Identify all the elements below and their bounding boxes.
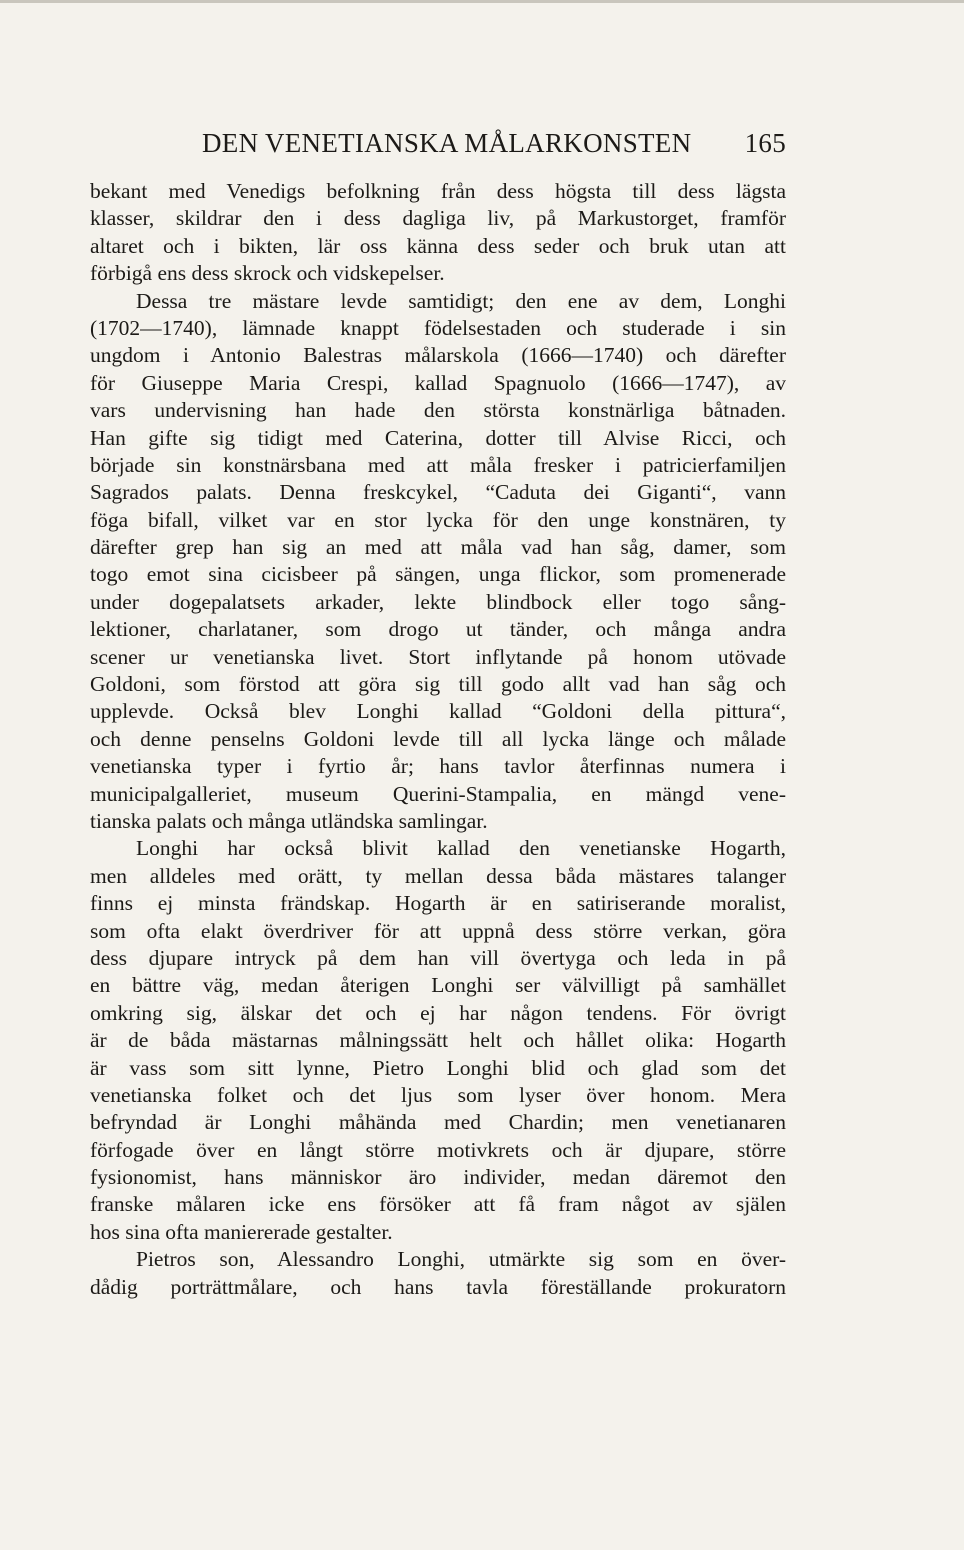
text-line: upplevde. Också blev Longhi kallad “Goldoni della pittura“, [90,699,786,724]
text-line: som ofta elakt överdriver för att uppnå dess större verkan, göra [90,918,786,943]
text-line: lektioner, charlataner, som drogo ut tänder, och många andra [90,617,786,642]
text-line: finns ej minsta frändskap. Hogarth är en satiriserande moralist, [90,891,786,916]
text-line: Han gifte sig tidigt med Caterina, dotter till Alvise Ricci, och [90,425,786,450]
text-line: tianska palats och många utländska samlingar. [90,808,488,833]
text-line: under dogepalatsets arkader, lekte blindbock eller togo sång- [90,589,786,614]
text-line: franske målaren icke ens försöker att få fram något av själen [90,1192,786,1217]
text-line: började sin konstnärsbana med att måla fresker i patricierfamiljen [90,452,786,477]
text-line: (1702—1740), lämnade knappt födelsestaden och studerade i sin [90,315,786,340]
text-line: dådig porträttmålare, och hans tavla föreställande prokuratorn [90,1274,786,1299]
text-line: förfogade över en långt större motivkrets och är djupare, större [90,1137,786,1162]
page-number: 165 [744,128,786,158]
text-line: venetianska folket och det ljus som lyser över honom. Mera [90,1082,786,1107]
text-line: är de båda mästarnas målningssätt helt och hållet olika: Hogarth [90,1028,786,1053]
text-line: Longhi har också blivit kallad den venetianske Hogarth, [136,836,786,861]
book-page [90,128,786,1301]
text-line: är vass som sitt lynne, Pietro Longhi blid och glad som det [90,1055,786,1080]
text-line: togo emot sina cicisbeer på sängen, unga flickor, som promenerade [90,562,786,587]
text-line: föga bifall, vilket var en stor lycka för den unge konstnären, ty [90,507,786,532]
text-line: och denne penselns Goldoni levde till all lycka länge och målade [90,726,786,751]
text-line: en bättre väg, medan återigen Longhi ser välvilligt på samhället [90,973,786,998]
running-head [90,128,786,168]
running-head-title: DEN VENETIANSKA MÅLARKONSTEN [202,128,692,158]
text-line: ungdom i Antonio Balestras målarskola (1666—1740) och därefter [90,343,786,368]
text-line: bekant med Venedigs befolkning från dess högsta till dess lägsta [90,179,786,203]
text-line: vars undervisning han hade den största konstnärliga båtnaden. [90,398,786,423]
text-line: för Giuseppe Maria Crespi, kallad Spagnuolo (1666—1747), av [90,370,786,395]
text-line: förbigå ens dess skrock och vidskepelser. [90,261,445,286]
text-line: dess djupare intryck på dem han vill övertyga och leda in på [90,945,786,970]
text-line: venetianska typer i fyrtio år; hans tavlor återfinnas numera i [90,754,786,779]
body-text [90,178,786,1301]
text-line: scener ur venetianska livet. Stort inflytande på honom utövade [90,644,786,669]
text-line: därefter grep han sig an med att måla vad han såg, damer, som [90,535,786,560]
text-line: befryndad är Longhi måhända med Chardin; men venetianaren [90,1110,786,1135]
text-line: hos sina ofta maniererade gestalter. [90,1219,393,1244]
text-line: Sagrados palats. Denna freskcykel, “Caduta dei Giganti“, vann [90,480,786,505]
scan-top-edge [0,0,964,3]
text-line: municipalgalleriet, museum Querini-Stampalia, en mängd vene- [90,781,786,806]
text-line: Dessa tre mästare levde samtidigt; den ene av dem, Longhi [136,288,786,313]
text-line: fysionomist, hans människor äro individer, medan däremot den [90,1165,786,1190]
text-line: altaret och i bikten, lär oss känna dess seder och bruk utan att [90,233,786,258]
text-line: klasser, skildrar den i dess dagliga liv, på Markustorget, framför [90,206,786,231]
text-line: Pietros son, Alessandro Longhi, utmärkte sig som en över- [136,1247,786,1272]
text-line: men alldeles med orätt, ty mellan dessa båda mästares talanger [90,863,786,888]
text-line: Goldoni, som förstod att göra sig till godo allt vad han såg och [90,672,786,697]
text-line: omkring sig, älskar det och ej har någon tendens. För övrigt [90,1000,786,1025]
